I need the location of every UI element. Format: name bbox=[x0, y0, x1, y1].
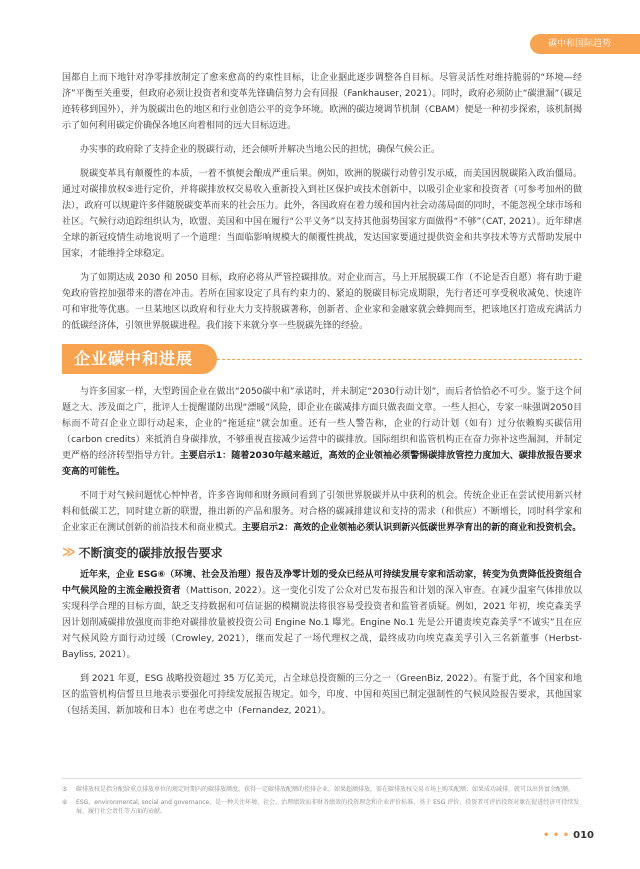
paragraph: 国都自上而下地针对净零排放制定了愈来愈高的约束性目标，让企业据此逐步调整各自目标。尽管灵活性对维持脆弱的“环境—经济”平衡至关重要，但政府必须让投资者和变革先锋确信努力会有回报（Fankhauser, 2021）。同时，政府必须防止“碳泄漏”（碳足迹转移到国外），并为脱碳出色的地区和行业创造公平的竞争环境。欧洲的碳边境调节机制（CBAM）便是一种初步探索，该机制揭示了如何利用碳定价确保各地区向着相同的远大目标迈进。 bbox=[62, 73, 582, 131]
paragraph-text: 不同于对气候问题忧心忡忡者，许多咨询师和财务顾问看到了引领世界脱碳并从中获利的机会。传统企业正在尝试使用新兴材料和低碳工艺，同时建立新的联盟，推出新的产品和服务。对合格的碳减排建议和支持的需求（和供应）不断增长，同时科学家和企业家正在测试创新的前沿技术和商业模式。 bbox=[62, 491, 582, 533]
key-insight: 主要启示2：高效的企业领袖必须认识到新兴低碳世界孕育出的新的商业和投资机会。 bbox=[242, 523, 582, 533]
paragraph bbox=[62, 671, 582, 719]
paragraph: 办实事的政府除了支持企业的脱碳行动，还会倾听并解决当地公民的担忧，确保气候公正。 bbox=[80, 145, 441, 155]
footnote bbox=[62, 798, 582, 816]
footnote-number: ⑤ bbox=[62, 786, 68, 793]
footnote bbox=[62, 785, 582, 794]
paragraph: 脱碳变革具有颠覆性的本质，一着不慎便会酿成严重后果。例如，欧洲的脱碳行动曾引发示威，而美国因脱碳陷入政治僵局。通过对碳排放权⑤进行定价，并将碳排放权交易收入重新投入到社区保护或技术创新中，以吸引企业家和投资者（可参考加州的做法），政府可以规避许多伴随脱碳变革而来的社会压力。此外，各国政府在着力缓和国内社会动荡局面的同时，不能忽视全球市场和社区。气候行动追踪组织认为，欧盟、美国和中国在履行“公平义务”以支持其他弱势国家方面做得“不够”（CAT, 2021）。近年肆虐全球的新冠疫情生动地说明了一个道理：当面临影响规模大的颠覆性挑战，发达国家要通过提供资金和共享技术等方式帮助发展中国家，才能维持全球稳定。 bbox=[62, 169, 582, 259]
chapter-tab-label: 碳中和国际趋势 bbox=[548, 39, 612, 49]
paragraph-lead: 近年来，企业 ESG⑥（环境、社会及治理）报告及净零计划的受众已经从可持续发展专家和活动家，转变为负责降低投资组合中气候风险的主流金融投资者 bbox=[62, 570, 582, 596]
paragraph-text: 到 2021 年夏，ESG 战略投资超过 35 万亿美元，占全球总投资额的三分之一（GreenBiz, 2022）。有鉴于此，各个国家和地区的监管机构信誓旦旦地表示要强化可持续发展报告规定。如今，印度、中国和英国已制定强制性的气候风险报告要求，其他国家（包括美国、新加坡和日本）也在考虑之中（Fernandez, 2021）。 bbox=[62, 674, 582, 716]
subsection-title: 不断演变的碳排放报告要求 bbox=[78, 546, 223, 560]
page-number bbox=[543, 830, 594, 841]
chevron-right-icon: ≫ bbox=[62, 545, 76, 560]
paragraph: 为了如期达成 2030 和 2050 目标，政府必将从严管控碳排放。对企业而言，马上开展脱碳工作（不论是否自愿）将有助于避免政府管控加强带来的潜在冲击。若所在国家设定了具有约束力的、紧迫的脱碳目标完成期限，先行者还可享受税收减免、快速许可和审批等优惠。一旦某地区以政府和行业大力支持脱碳著称，创新者、企业家和金融家就会蜂拥而至，把该地区打造成充满活力的低碳经济体，引领世界脱碳进程。我们接下来就分享一些脱碳先锋的经验。 bbox=[62, 273, 582, 331]
key-insight: 主要启示1：随着2030年越来越近，高效的企业领袖必须警惕碳排放管控力度加大、碳排放报告要求变高的可能性。 bbox=[62, 451, 582, 477]
page-dots: • • • bbox=[542, 830, 570, 841]
paragraph bbox=[62, 488, 582, 536]
page-content bbox=[62, 70, 582, 727]
section-title: 企业碳中和进展 bbox=[74, 349, 194, 368]
section-divider bbox=[217, 359, 582, 360]
footnote-text: ESG，environmental, social and governance，是一种关注环境、社会、治理绩效而非财务绩效的投资理念和企业评价标准。基于 ESG 评价，投资者可评估投资对象在促进经济可持续发展、履行社会责任等方面的贡献。 bbox=[76, 799, 580, 815]
footnote-number: ⑥ bbox=[62, 799, 68, 806]
paragraph-text: （Mattison, 2022）。这一变化引发了公众对已发布报告和计划的深入审查。在减少温室气体排放以实现科学合理的目标方面，缺乏支持数据和可信证据的模糊说法将很容易受投资者和监管者质疑。例如，2021 年初，埃克森美孚因计划削减碳排放强度而非绝对碳排放量被投资公司 Engine No.1 曝光。Engine No.1 先是公开谴责埃克森美孚“不诚实”且在应对气候风险方面行动过缓（Crowley, 2021），继而发起了一场代理权之战，最终成功向埃克森美孚引入三名新董事（Herbst-Bayliss, 2021）。 bbox=[62, 586, 582, 660]
paragraph bbox=[62, 384, 582, 480]
paragraph-text: 与许多国家一样，大型跨国企业在做出“2050碳中和”承诺时，并未制定“2030行动计划”，而后者恰恰必不可少。鉴于这个问题之大、涉及面之广，批评人士提醒谨防出现“漂暖”风险，即企业在碳减排方面只做表面文章。一些人担心，专家一味强调2050目标而不苛召企业立即行动起来，企业的“拖延症”就会加重。还有一些人警告称，企业的行动计划（如有）过分依赖购买碳信用（carbon credits）来抵消自身碳排放，不够重视直接减少运营中的碳排放。国际组织和监管机构正在奋力弥补这些漏洞，并制定更严格的经济转型指导方针。 bbox=[62, 387, 582, 461]
subsection-heading bbox=[62, 544, 582, 561]
page-number-value: 010 bbox=[573, 830, 594, 841]
paragraph bbox=[62, 567, 582, 663]
chapter-tab bbox=[530, 34, 640, 54]
footnote-text: 碳排放权是指分配给重点排放单位的规定时期内的碳排放额度，获得一定碳排放配额的控排企业，如果超额排放，需在碳排放权交易市场上购买配额；如果成功减排，就可以出售富余配额。 bbox=[76, 786, 575, 793]
section-header bbox=[62, 344, 582, 374]
footnotes bbox=[62, 778, 582, 820]
